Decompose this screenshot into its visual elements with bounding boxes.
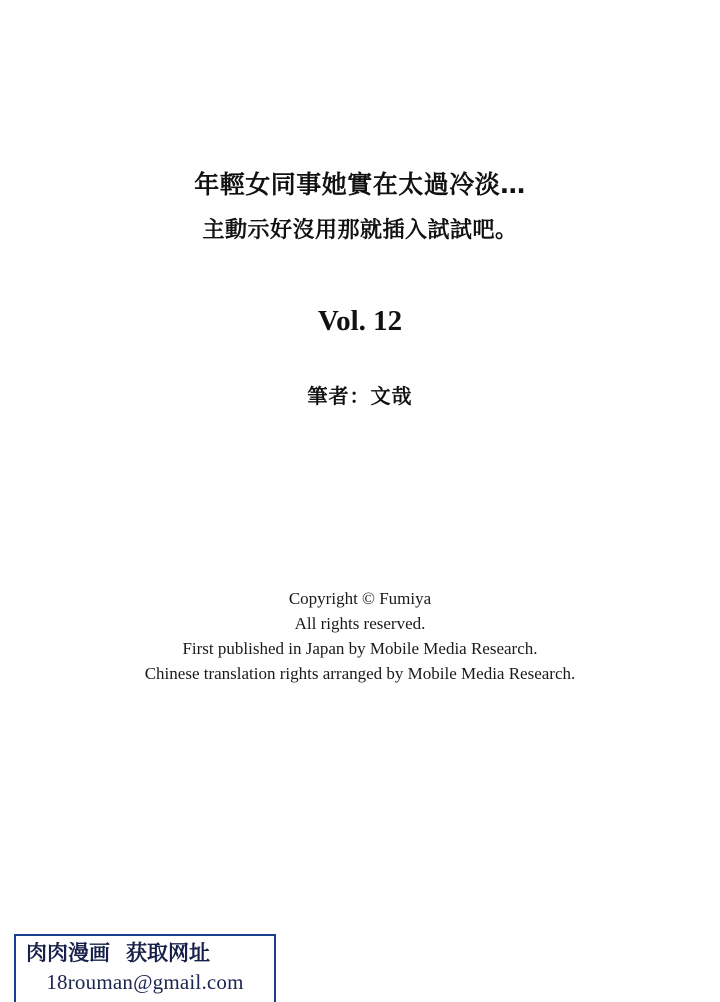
copyright-block xyxy=(0,586,720,686)
author-label: 筆者：文哉 xyxy=(307,384,413,408)
copyright-line: Copyright © Fumiya xyxy=(288,589,432,608)
contact-email: 18rouman@gmail.com xyxy=(46,970,244,994)
title-line-secondary: 主動示好沒用那就插入試試吧。 xyxy=(202,218,518,243)
copyright-line: Chinese translation rights arranged by Mobile Media Research. xyxy=(144,664,576,683)
copyright-line: All rights reserved. xyxy=(294,614,426,633)
copyright-line: First published in Japan by Mobile Media Research. xyxy=(182,639,538,658)
watermark-badge xyxy=(14,934,276,1002)
title-line-primary: 年輕女同事她實在太過冷淡… xyxy=(194,170,526,199)
get-url-label: 获取网址 xyxy=(126,941,210,965)
watermark-header-row xyxy=(16,936,274,966)
title-block xyxy=(0,168,720,247)
site-logo-text: 肉肉漫画 xyxy=(26,941,110,965)
volume-label: Vol. 12 xyxy=(317,305,403,337)
